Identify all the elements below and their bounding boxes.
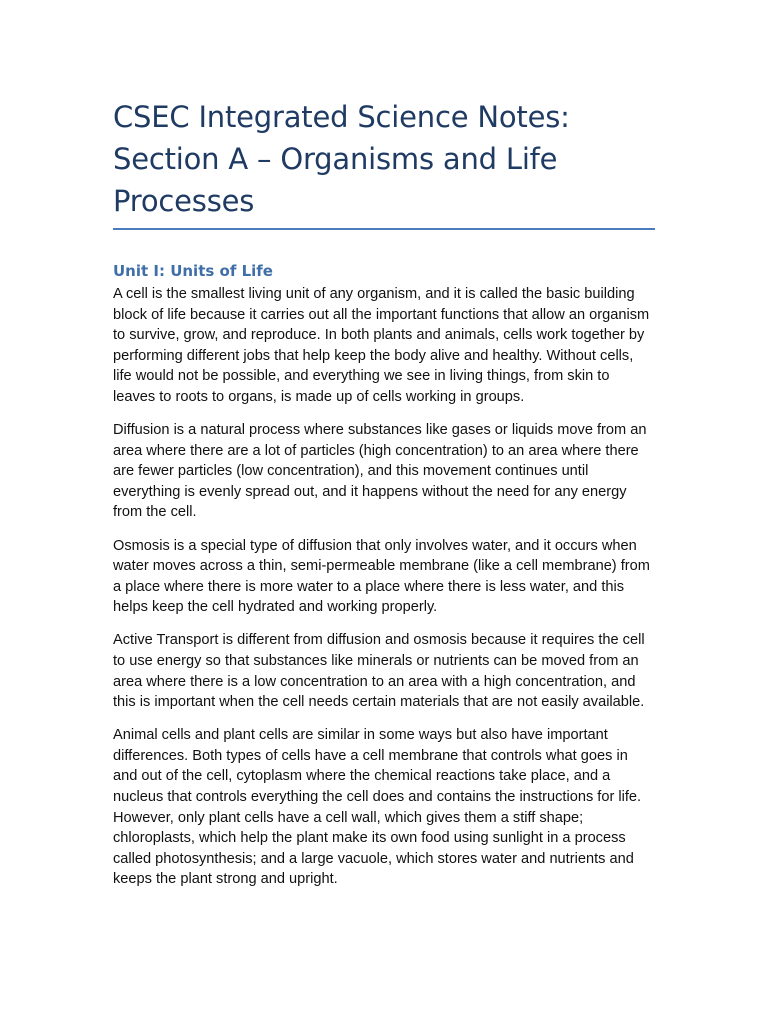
paragraph-osmosis: Osmosis is a special type of diffusion that only involves water, and it occurs when water moves across a thin, semi-permeable membrane (like a cell membrane) from a place where there is more water to a place where there is less water, and this helps keep the cell hydrated and working properly. bbox=[113, 537, 650, 616]
paragraph-diffusion: Diffusion is a natural process where substances like gases or liquids move from an area where there are a lot of particles (high concentration) to an area where there are fewer particles (low concentration), and this movement continues until everything is evenly spread out, and it happens without the need for any energy from the cell. bbox=[113, 422, 647, 521]
paragraph-cell: A cell is the smallest living unit of any organism, and it is called the basic building block of life because it carries out all the important functions that allow an organism to survive, grow, and reproduce. In both plants and animals, cells work together by performing different jobs that help keep the body alive and healthy. Without cells, life would not be possible, and everything we see in living things, from skin to leaves to roots to organs, is made up of cells working in groups. bbox=[113, 286, 650, 405]
document-page bbox=[113, 96, 655, 903]
paragraph-active-transport: Active Transport is different from diffusion and osmosis because it requires the cell to use energy so that substances like minerals or nutrients can be moved from an area where there is a low concentration to an area with a high concentration, and this is important when the cell needs certain materials that are not easily available. bbox=[113, 632, 645, 711]
title-underline-rule bbox=[113, 228, 655, 230]
document-title: CSEC Integrated Science Notes: Section A – Organisms and Life Processes bbox=[113, 100, 570, 218]
paragraph-animal-plant-cells: Animal cells and plant cells are similar in some ways but also have important differences. Both types of cells have a cell membrane that controls what goes in and out of the cell, cytoplasm where the chemical reactions take place, and a nucleus that controls everything the cell does and contains the instructions for life. However, only plant cells have a cell wall, which gives them a stiff shape; chloroplasts, which help the plant make its own food using sunlight in a process called photosynthesis; and a large vacuole, which stores water and nutrients and keeps the plant strong and upright. bbox=[113, 727, 642, 888]
section-heading: Unit I: Units of Life bbox=[113, 262, 273, 280]
